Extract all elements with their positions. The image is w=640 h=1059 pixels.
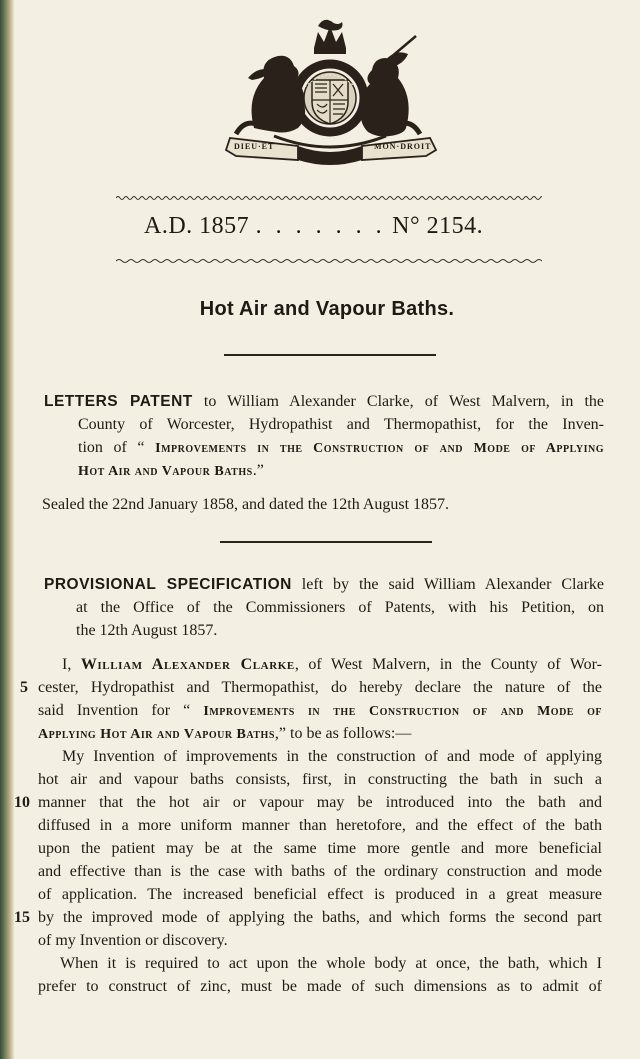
letters-patent-line-3 xyxy=(78,439,604,457)
body-line-7: manner that the hot air or vapour may be introduced into the bath and xyxy=(38,794,602,811)
margin-line-number-15: 15 xyxy=(14,909,30,926)
section-rule xyxy=(220,541,432,543)
patent-year-number xyxy=(144,213,524,240)
body-line-5: My Invention of improvements in the construction of and mode of applying xyxy=(62,748,602,765)
provisional-line-2: at the Office of the Commissioners of Patents, with his Petition, on xyxy=(76,599,604,616)
invention-title-part-1: Improvements in the Construction of and Mode of Applying xyxy=(155,441,604,456)
provisional-text-1: left by the said William Alexander Clarke xyxy=(291,576,604,593)
provisional-line-1 xyxy=(44,576,604,594)
body-line-13: of my Invention or discovery. xyxy=(38,932,228,949)
invention-title-part-2: Hot Air and Vapour Baths xyxy=(78,464,253,479)
inventor-name: William Alexander Clarke xyxy=(80,656,295,673)
body-line-9: upon the patient may be at the same time more gentle and more beneficial xyxy=(38,840,602,857)
body-line-4 xyxy=(38,725,411,743)
body-text: ,” to be as follows:— xyxy=(274,725,412,742)
letters-patent-text-4b: .” xyxy=(252,462,264,479)
body-line-8: diffused in a more uniform manner than heretofore, and the effect of the bath xyxy=(38,817,602,834)
body-line-3 xyxy=(38,702,602,720)
invention-title-part-4: Applying Hot Air and Vapour Baths xyxy=(38,727,275,742)
body-line-12: by the improved mode of applying the baths, and which forms the second part xyxy=(38,909,602,926)
body-text: , of West Malvern, in the County of Wor- xyxy=(294,656,603,673)
margin-line-number-5: 5 xyxy=(20,679,28,696)
letters-patent-line-4 xyxy=(78,462,264,480)
document-title: Hot Air and Vapour Baths. xyxy=(199,298,455,320)
patent-number: N° 2154. xyxy=(392,213,484,239)
motto-left-text: DIEU·ET xyxy=(234,142,275,151)
sealed-date: Sealed the 22nd January 1858, and dated the 12th August 1857. xyxy=(42,496,450,513)
body-line-15: prefer to construct of zinc, must be made of such dimensions as to admit of xyxy=(38,978,602,995)
wavy-rule-bottom xyxy=(116,258,542,264)
body-text: I, xyxy=(62,656,81,673)
body-line-11: of application. The increased beneficial effect is produced in a great measure xyxy=(38,886,602,903)
title-rule xyxy=(224,354,436,356)
letters-patent-heading: LETTERS PATENT xyxy=(44,393,193,410)
leader-dots: . . . . . . . xyxy=(255,213,386,239)
body-text: said Invention for “ xyxy=(38,702,204,719)
document-page xyxy=(14,0,640,1059)
body-line-1 xyxy=(62,656,602,674)
provisional-line-3: the 12th August 1857. xyxy=(76,622,218,639)
letters-patent-line-2: County of Worcester, Hydropathist and Thermopathist, for the Inven- xyxy=(78,416,604,433)
motto-right-text: MON·DROIT xyxy=(374,142,432,151)
provisional-heading: PROVISIONAL SPECIFICATION xyxy=(44,576,292,593)
invention-title-part-3: Improvements in the Construction of and Mode of xyxy=(203,704,602,719)
margin-line-number-10: 10 xyxy=(14,794,30,811)
body-line-2: cester, Hydropathist and Thermopathist, do hereby declare the nature of the xyxy=(38,679,602,696)
letters-patent-text-1: to William Alexander Clarke, of West Malvern, in the xyxy=(192,393,605,410)
letters-patent-line-1 xyxy=(44,393,604,411)
body-line-10: and effective than is the case with baths of the ordinary construction and mode xyxy=(38,863,602,880)
ad-year: A.D. 1857 xyxy=(144,213,250,239)
body-line-14: When it is required to act upon the whole body at once, the bath, which I xyxy=(60,955,602,972)
letters-patent-text-3a: tion of “ xyxy=(78,439,156,456)
wavy-rule-top xyxy=(116,195,542,201)
book-spine-edge xyxy=(0,0,14,1059)
body-line-6: hot air and vapour baths consists, first, in constructing the bath in such a xyxy=(38,771,602,788)
